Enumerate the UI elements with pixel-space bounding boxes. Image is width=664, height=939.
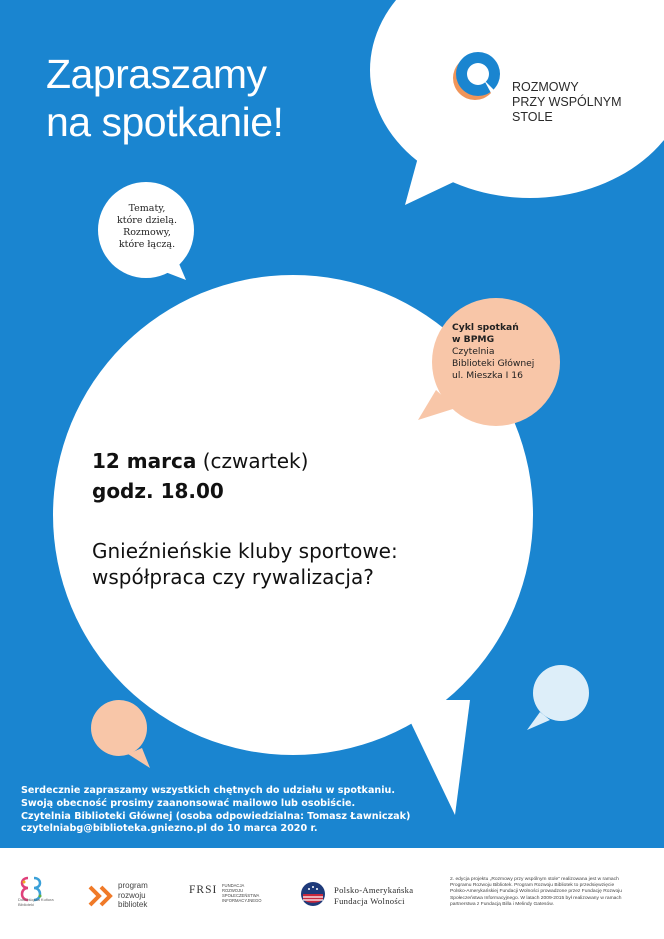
- small-bubble-text: [102, 203, 192, 251]
- invite-line4: czytelniabg@biblioteka.gniezno.pl do 10 marca 2020 r.: [21, 823, 318, 835]
- frsi-sub1: FUNDACJA: [222, 883, 245, 888]
- program-note: [450, 877, 658, 908]
- cycle-line4: Biblioteki Głównej: [452, 358, 535, 369]
- note-line5: partnerstwa z Fundacją Billa i Melindy Gatesów.: [450, 901, 554, 907]
- small-bubble-line3: Rozmowy,: [123, 227, 171, 238]
- invite-line3: Czytelnia Biblioteki Głównej (osoba odpowiedzialna: Tomasz Ławniczak): [21, 810, 411, 822]
- logo-line2: PRZY WSPÓLNYM: [512, 95, 622, 109]
- headline: [46, 50, 283, 146]
- cycle-line2: w BPMG: [452, 334, 495, 345]
- cycle-line5: ul. Mieszka I 16: [452, 370, 523, 381]
- event-date-line: [92, 448, 308, 474]
- cycle-line1: Cykl spotkań: [452, 322, 519, 333]
- pafw-seal-icon: [300, 881, 326, 907]
- event-topic: [92, 538, 398, 590]
- small-bubble-line4: które łączą.: [118, 239, 176, 250]
- note-line2: Programu Rozwoju Bibliotek. Program Rozwoju Bibliotek to przedsięwzięcie: [450, 883, 615, 889]
- program-text: [118, 881, 148, 910]
- event-topic-line1: Gnieźnieńskie kluby sportowe:: [92, 539, 398, 563]
- logo-line3: STOLE: [512, 110, 553, 124]
- program-line3: bibliotek: [118, 900, 148, 909]
- small-bubble-line1: Tematy,: [128, 203, 166, 214]
- light-blue-dot-bubble: [527, 665, 589, 730]
- headline-line2: na spotkanie!: [46, 99, 284, 145]
- dk-line2: Biblioteki: [18, 902, 35, 907]
- peach-dot-bubble: [91, 700, 150, 768]
- program-chevrons-icon: [88, 885, 114, 907]
- sponsor-footer: [0, 848, 664, 939]
- frsi-sub3: SPOŁECZEŃSTWA: [222, 893, 260, 898]
- cycle-line3: Czytelnia: [452, 346, 495, 357]
- logo-line1: ROZMOWY: [512, 80, 579, 94]
- logo-text: [512, 80, 622, 125]
- headline-line1: Zapraszamy: [46, 51, 267, 97]
- small-bubble-line2: które dzielą.: [117, 215, 177, 226]
- invitation-text: [21, 785, 410, 836]
- frsi-sub2: ROZWOJU: [222, 888, 244, 893]
- frsi-logo-text: FRSI: [189, 884, 218, 896]
- event-topic-line2: współpraca czy rywalizacja?: [92, 565, 374, 589]
- pafw-line1: Polsko-Amerykańska: [334, 885, 414, 895]
- program-line1: program: [118, 881, 148, 890]
- note-line4: Społeczeństwa Informacyjnego. W latach 2009-2015 był realizowany w ramach: [450, 895, 622, 901]
- cycle-text: [452, 322, 552, 382]
- program-line2: rozwoju: [118, 890, 146, 900]
- dk-text: [18, 897, 54, 907]
- note-line3: Polsko-Amerykańskiej Fundacji Wolności prowadzone przez Fundację Rozwoju: [450, 889, 622, 895]
- dk-line1: Dolnośląska Kultura: [18, 897, 54, 902]
- invite-line1: Serdecznie zapraszamy wszystkich chętnych do udziału w spotkaniu.: [21, 785, 396, 796]
- pafw-line2: Fundacja Wolności: [334, 896, 405, 906]
- frsi-sub4: INFORMACYJNEGO: [222, 898, 262, 903]
- event-weekday: (czwartek): [202, 449, 309, 473]
- pafw-text: [334, 885, 413, 907]
- event-time: godz. 18.00: [92, 479, 224, 503]
- note-line1: 2. edycja projektu „Rozmowy przy wspólnym stole” realizowana jest w ramach: [450, 877, 619, 882]
- invite-line2: Swoją obecność prosimy zaanonsować mailowo lub osobiście.: [21, 797, 356, 809]
- event-date: 12 marca: [92, 449, 197, 473]
- frsi-subtitle: [222, 883, 262, 903]
